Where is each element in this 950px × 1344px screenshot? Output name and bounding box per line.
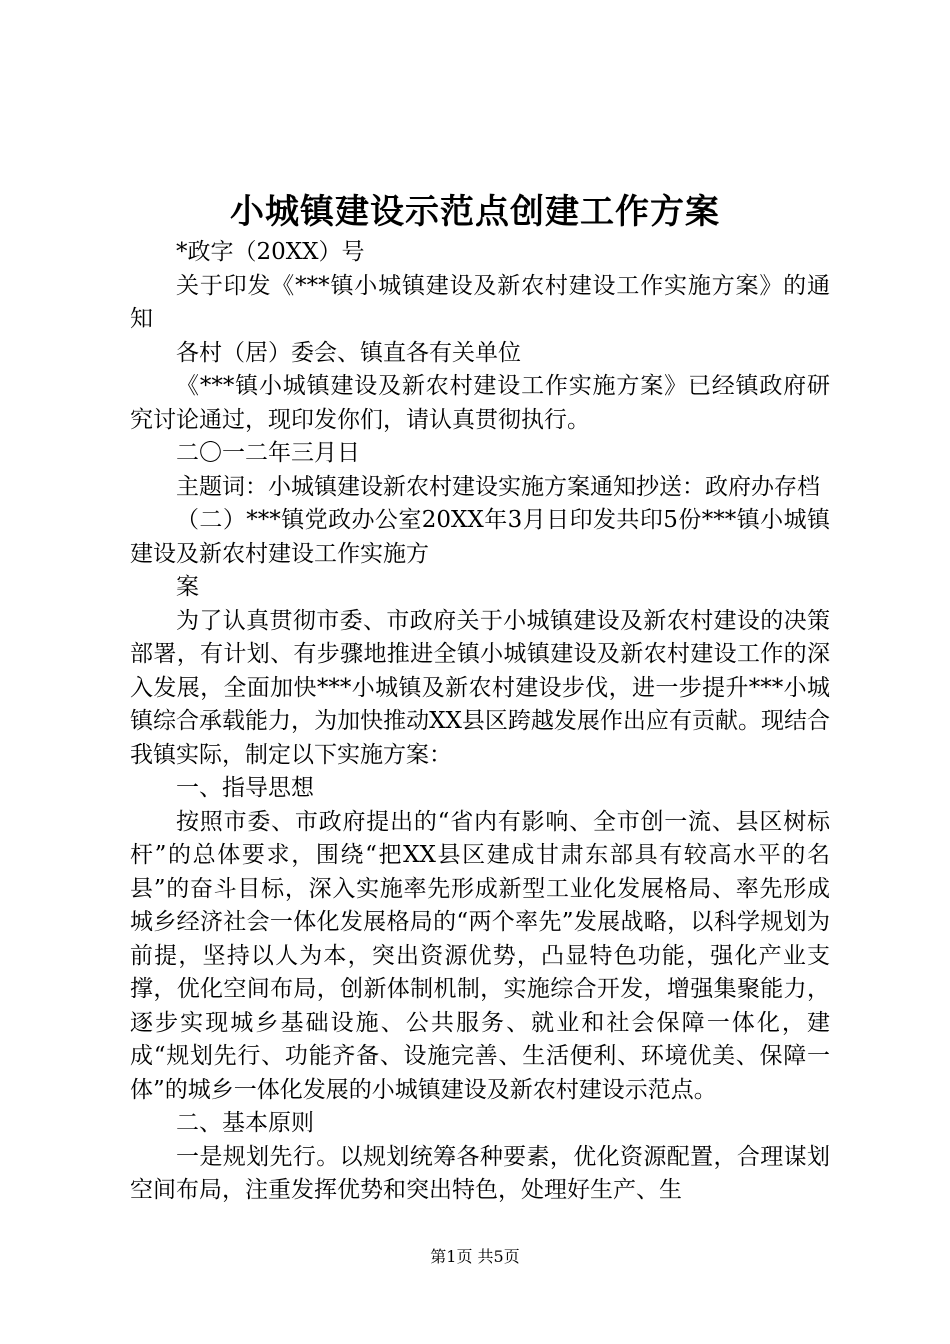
principle-one-paragraph: 一是规划先行。以规划统筹各种要素，优化资源配置，合理谋划空间布局，注重发挥优势和突出特色，处理好生产、生 <box>130 1143 830 1203</box>
document-title: 小城镇建设示范点创建工作方案 <box>230 192 720 232</box>
notice-text: 《***镇小城镇建设及新农村建设工作实施方案》已经镇政府研究讨论通过，现印发你们，请认真贯彻执行。 <box>130 373 830 433</box>
section-heading-basic-principles: 二、基本原则 <box>176 1110 314 1136</box>
issuing-office: （二）***镇党政办公室20XX年3月日印发共印5份***镇小城镇建设及新农村建设工作实施方 <box>130 507 830 567</box>
issue-date: 二〇一二年三月日 <box>176 440 360 466</box>
document-body <box>130 236 830 1208</box>
intro-paragraph: 为了认真贯彻市委、市政府关于小城镇建设及新农村建设的决策部署，有计划、有步骤地推进全镇小城镇建设及新农村建设工作的深入发展，全面加快***小城镇及新农村建设步伐，进一步提升***小城镇综合承载能力，为加快推动XX县区跨越发展作出应有贡献。现结合我镇实际，制定以下实施方案： <box>130 607 830 768</box>
section-heading-guiding-ideology: 一、指导思想 <box>176 775 314 801</box>
issuing-office-continued: 案 <box>176 574 199 600</box>
doc-number: *政字（20XX）号 <box>176 239 365 265</box>
subject-words: 主题词：小城镇建设新农村建设实施方案通知抄送：政府办存档 <box>176 473 820 500</box>
notice-heading: 关于印发《***镇小城镇建设及新农村建设工作实施方案》的通知 <box>130 272 830 332</box>
guiding-ideology-paragraph: 按照市委、市政府提出的“省内有影响、全市创一流、县区树标杆”的总体要求，围绕“把XX县区建成甘肃东部具有较高水平的名县”的奋斗目标，深入实施率先形成新型工业化发展格局、率先形成城乡经济社会一体化发展格局的“两个率先”发展战略，以科学规划为前提，坚持以人为本，突出资源优势，凸显特色功能，强化产业支撑，优化空间布局，创新体制机制，实施综合开发，增强集聚能力，逐步实现城乡基础设施、公共服务、就业和社会保障一体化，建成“规划先行、功能齐备、设施完善、生活便利、环境优美、保障一体”的城乡一体化发展的小城镇建设及新农村建设示范点。 <box>130 808 830 1103</box>
page-footer: 第1页 共5页 <box>430 1247 520 1266</box>
recipients: 各村（居）委会、镇直各有关单位 <box>176 339 521 366</box>
